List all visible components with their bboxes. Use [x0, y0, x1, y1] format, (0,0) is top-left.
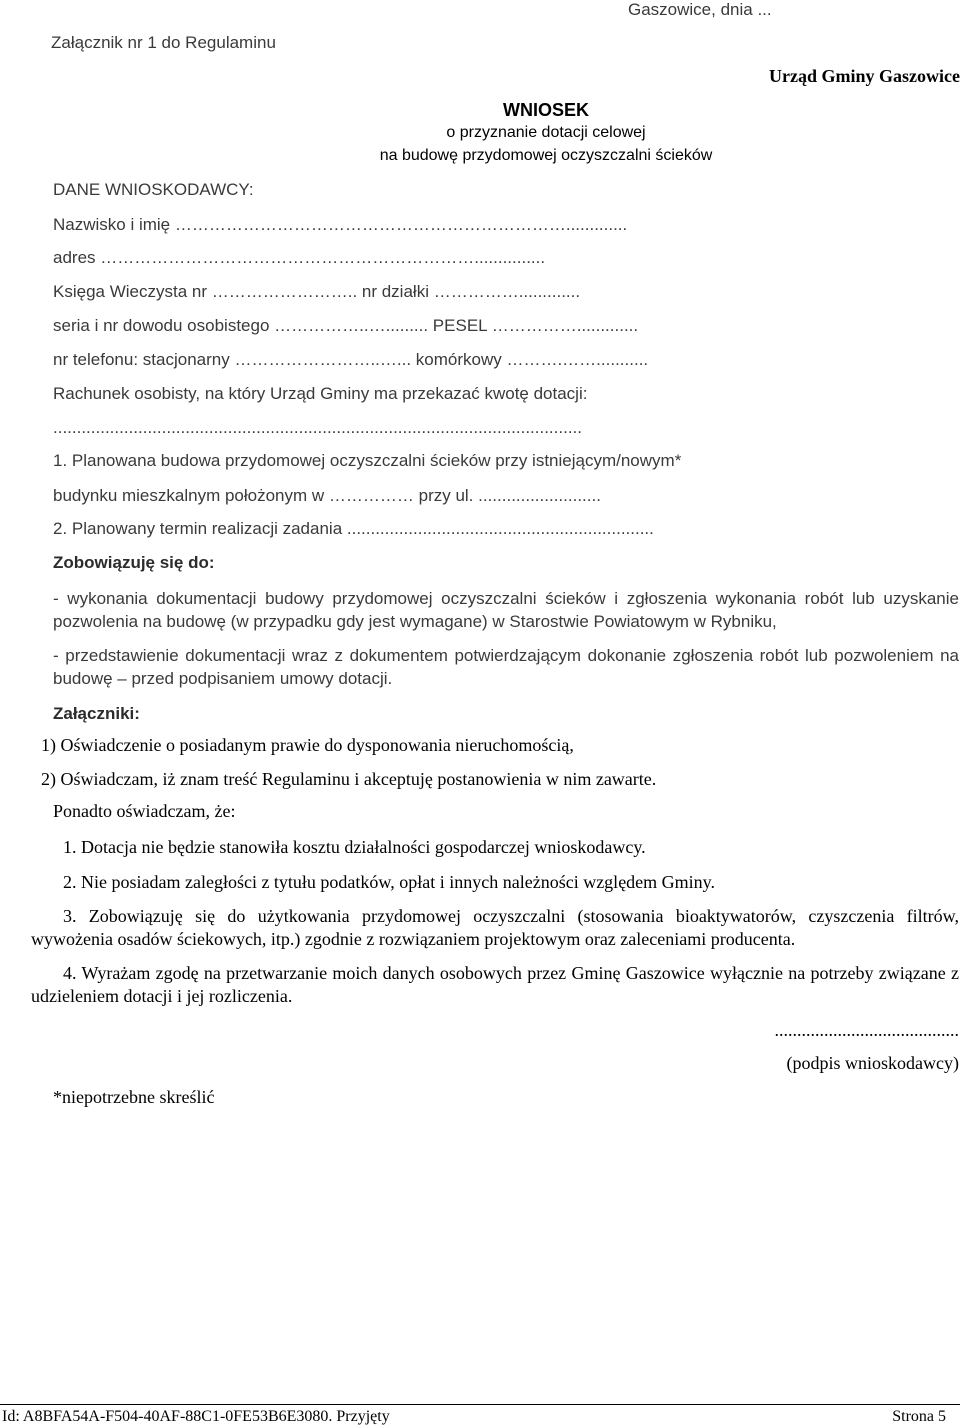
account-label: Rachunek osobisty, na który Urząd Gminy ma przekazać kwotę dotacji:: [53, 384, 588, 403]
obligation-point-2: - przedstawienie dokumentacji wraz z dokumentem potwierdzającym dokonanie zgłoszenia robót lub pozwoleniem na budowę – przed podpisaniem umowy dotacji.: [53, 646, 959, 688]
title-wniosek: WNIOSEK: [502, 100, 589, 120]
title-subtitle-1: o przyznanie dotacji celowej: [446, 124, 646, 141]
planned-item-1: 1. Planowana budowa przydomowej oczyszczalni ścieków przy istniejącym/nowym*: [53, 451, 682, 470]
footer-divider: [0, 1404, 960, 1405]
declaration-4: 4. Wyrażam zgodę na przetwarzanie moich danych osobowych przez Gminę Gaszowice wyłącznie na potrzeby związane z udzieleniem dotacji i jej rozliczenia.: [31, 963, 959, 1006]
attachment-2: 2) Oświadczam, iż znam treść Regulaminu i akceptuję postanowienia w nim zawarte.: [41, 769, 657, 789]
place-date: Gaszowice, dnia ...: [628, 0, 772, 19]
phone-field: nr telefonu: stacjonarny ……………………..…... komórkowy ……….……...........: [53, 350, 649, 369]
planned-item-1-location: budynku mieszkalnym położonym w …………… przy ul. ..........................: [53, 486, 601, 505]
declaration-3: 3. Zobowiązuję się do użytkowania przydomowej oczyszczalni (stosowania bioaktywatorów, czyszczenia filtrów, wywożenia osadów ściekowych, itp.) zgodnie z rozwiązaniem projektowym oraz zaleceniami producenta.: [31, 906, 959, 949]
address-field: adres …………………………………………………………...............: [53, 248, 546, 267]
signature-line: .........................................: [774, 1020, 959, 1040]
annex-label: Załącznik nr 1 do Regulaminu: [51, 33, 276, 52]
land-register-field: Księga Wieczysta nr …………………….. nr działki …………….............: [53, 282, 581, 301]
footer-page-number: Strona 5: [892, 1408, 946, 1425]
applicant-heading: DANE WNIOSKODAWCY:: [53, 180, 254, 199]
obligations-heading: Zobowiązuję się do:: [53, 553, 215, 572]
obligation-point-1: - wykonania dokumentacji budowy przydomowej oczyszczalni ścieków i zgłoszenia wykonania robót lub uzyskanie pozwolenia na budowę (w przypadku gdy jest wymagane) w Starostwie Powiatowym w Rybniku,: [53, 589, 959, 631]
declarations-intro: Ponadto oświadczam, że:: [53, 801, 236, 821]
footer-document-id: Id: A8BFA54A-F504-40AF-88C1-0FE53B6E3080. Przyjęty: [2, 1408, 390, 1425]
declaration-1: 1. Dotacja nie będzie stanowiła kosztu działalności gospodarczej wnioskodawcy.: [63, 837, 646, 857]
name-field: Nazwisko i imię …………………………………………………………….............: [53, 215, 628, 234]
account-field: ................................................................................................................: [53, 418, 582, 437]
id-card-pesel-field: seria i nr dowodu osobistego ……………..…......... PESEL …………….............: [53, 316, 639, 335]
recipient: Urząd Gminy Gaszowice: [769, 66, 960, 86]
declaration-2: 2. Nie posiadam zaległości z tytułu podatków, opłat i innych należności względem Gminy.: [63, 872, 715, 892]
signature-label: (podpis wnioskodawcy): [786, 1053, 959, 1073]
planned-item-2: 2. Planowany termin realizacji zadania .................................................................: [53, 519, 654, 538]
title-subtitle-2: na budowę przydomowej oczyszczalni ścieków: [379, 147, 713, 164]
footnote: *niepotrzebne skreślić: [53, 1087, 215, 1107]
attachment-1: 1) Oświadczenie o posiadanym prawie do dysponowania nieruchomością,: [41, 735, 574, 755]
attachments-heading: Załączniki:: [53, 704, 140, 723]
